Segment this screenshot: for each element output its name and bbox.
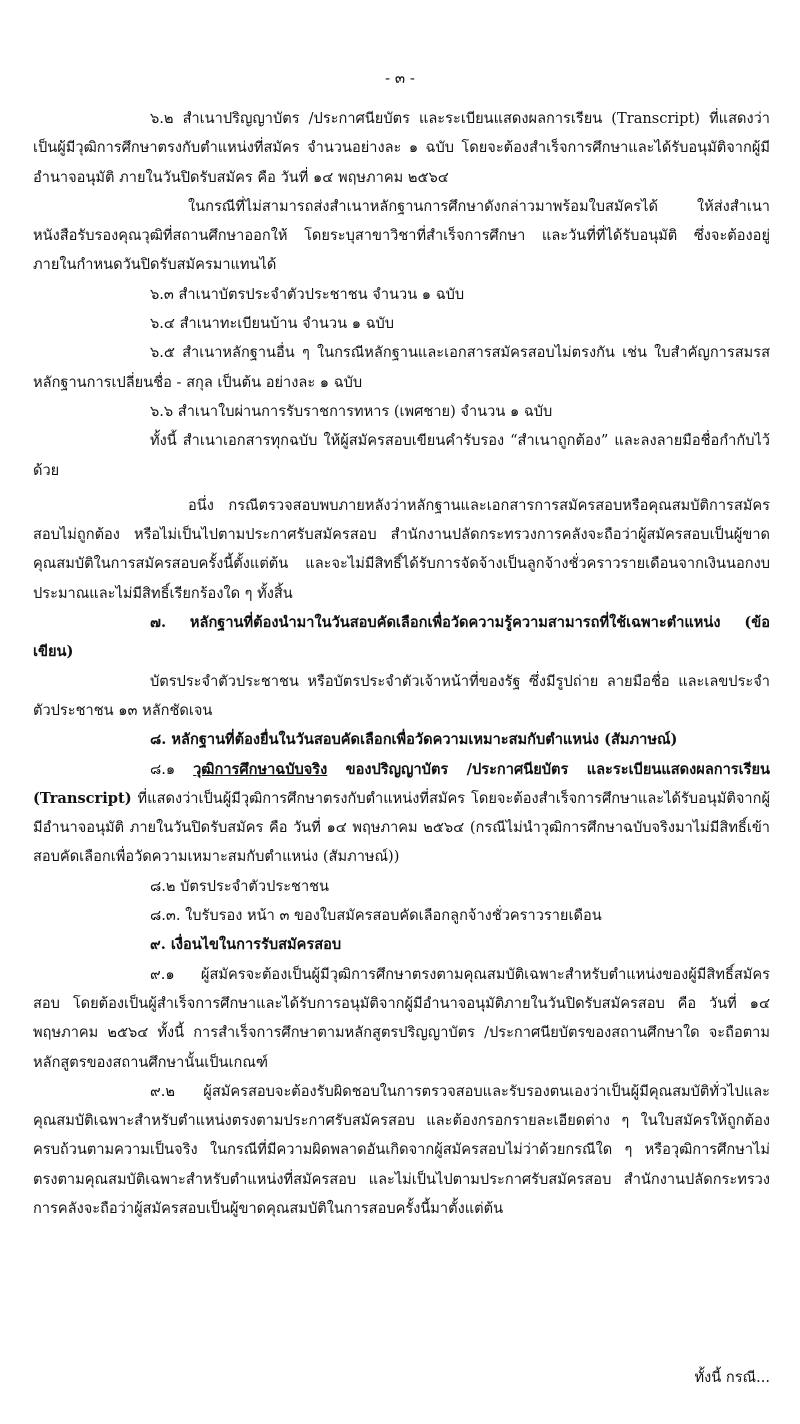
- continuation-footer: ทั้งนี้ กรณี...: [694, 1369, 770, 1386]
- paragraph-6-3: ๖.๓ สำเนาบัตรประจำตัวประชาชน จำนวน ๑ ฉบับ: [150, 285, 465, 303]
- paragraph-8-1-rest: ที่แสดงว่าเป็นผู้มีวุฒิการศึกษาตรงกับตำแหน่งที่สมัคร โดยจะต้องสำเร็จการศึกษาและได้รับอนุมัติจากผู้มีอำนาจอนุมัติ ภายในวันปิดรับสมัคร คือ วันที่ ๑๔ พฤษภาคม ๒๕๖๔ (กรณีไม่นำวุฒิการศึกษาฉบับจริงมาไม่มีสิทธิ์เข้าสอบคัดเลือกเพื่อวัดความเหมาะสมกับตำแหน่ง (สัมภาษณ์)): [33, 789, 770, 866]
- document-body: [33, 104, 770, 1223]
- paragraph-8-2: ๘.๒ บัตรประจำตัวประชาชน: [150, 877, 330, 895]
- paragraph-8-1-bold-text: ของปริญญาบัตร /ประกาศนียบัตร และระเบียนแสดงผลการเรียน (Transcript): [33, 760, 770, 807]
- paragraph-certify: ทั้งนี้ สำเนาเอกสารทุกฉบับ ให้ผู้สมัครสอบเขียนคำรับรอง “สำเนาถูกต้อง” และลงลายมือชื่อกำกับไว้ด้วย: [33, 432, 770, 479]
- paragraph-6-5: ๖.๕ สำเนาหลักฐานอื่น ๆ ในกรณีหลักฐานและเอกสารสมัครสอบไม่ตรงกัน เช่น ใบสำคัญการสมรส หลักฐานการเปลี่ยนชื่อ - สกุล เป็นต้น อย่างละ ๑ ฉบับ: [33, 344, 770, 391]
- heading-section-7: ๗. หลักฐานที่ต้องนำมาในวันสอบคัดเลือกเพื่อวัดความรู้ความสามารถที่ใช้เฉพาะตำแหน่ง (ข้อเขียน): [33, 614, 770, 661]
- paragraph-6-6: ๖.๖ สำเนาใบผ่านการรับราชการทหาร (เพศชาย) จำนวน ๑ ฉบับ: [150, 402, 553, 420]
- paragraph-7: บัตรประจำตัวประชาชน หรือบัตรประจำตัวเจ้าหน้าที่ของรัฐ ซึ่งมีรูปถ่าย ลายมือชื่อ และเลขประจำตัวประชาชน ๑๓ หลักชัดเจน: [33, 672, 770, 719]
- heading-section-8: ๘. หลักฐานที่ต้องยื่นในวันสอบคัดเลือกเพื่อวัดความเหมาะสมกับตำแหน่ง (สัมภาษณ์): [150, 731, 678, 749]
- page-number: - ๓ -: [385, 69, 415, 87]
- paragraph-8-1: [33, 755, 770, 872]
- paragraph-6-2-note: ในกรณีที่ไม่สามารถส่งสำเนาหลักฐานการศึกษาดังกล่าวมาพร้อมใบสมัครได้ ให้ส่งสำเนาหนังสือรับรองคุณวุฒิที่สถานศึกษาออกให้ โดยระบุสาขาวิชาที่สำเร็จการศึกษา และวันที่ที่ได้รับอนุมัติ ซึ่งจะต้องอยู่ภายในกำหนดวันปิดรับสมัครมาแทนได้: [33, 197, 770, 274]
- paragraph-8-3: ๘.๓. ใบรับรอง หน้า ๓ ของใบสมัครสอบคัดเลือกลูกจ้างชั่วคราวรายเดือน: [150, 907, 602, 925]
- paragraph-9-2: ๙.๒ ผู้สมัครสอบจะต้องรับผิดชอบในการตรวจสอบและรับรองตนเองว่าเป็นผู้มีคุณสมบัติทั่วไปและคุณสมบัติเฉพาะสำหรับตำแหน่งตรงตามประกาศรับสมัครสอบ และต้องกรอกรายละเอียดต่าง ๆ ในใบสมัครให้ถูกต้องครบถ้วนตามความเป็นจริง ในกรณีที่มีความผิดพลาดอันเกิดจากผู้สมัครสอบไม่ว่าด้วยกรณีใด ๆ หรือวุฒิการศึกษาไม่ตรงตามคุณสมบัติเฉพาะสำหรับตำแหน่งที่สมัครสอบ และไม่เป็นไปตามประกาศรับสมัครสอบ สำนักงานปลัดกระทรวงการคลังจะถือว่าผู้สมัครสอบเป็นผู้ขาดคุณสมบัติในการสอบครั้งนี้มาตั้งแต่ต้น: [33, 1082, 770, 1217]
- paragraph-6-2: ๖.๒ สำเนาปริญญาบัตร /ประกาศนียบัตร และระเบียนแสดงผลการเรียน (Transcript) ที่แสดงว่าเป็นผู้มีวุฒิการศึกษาตรงกับตำแหน่งที่สมัคร จำนวนอย่างละ ๑ ฉบับ โดยจะต้องสำเร็จการศึกษาและได้รับอนุมัติจากผู้มีอำนาจอนุมัติ ภายในวันปิดรับสมัคร คือ วันที่ ๑๔ พฤษภาคม ๒๕๖๔: [33, 110, 770, 186]
- paragraph-6-4: ๖.๔ สำเนาทะเบียนบ้าน จำนวน ๑ ฉบับ: [150, 315, 395, 333]
- paragraph-8-1-number: ๘.๑: [150, 760, 194, 778]
- paragraph-9-1: ๙.๑ ผู้สมัครจะต้องเป็นผู้มีวุฒิการศึกษาตรงตามคุณสมบัติเฉพาะสำหรับตำแหน่งของผู้มีสิทธิ์สมัครสอบ โดยต้องเป็นผู้สำเร็จการศึกษาและได้รับการอนุมัติจากผู้มีอำนาจอนุมัติภายในวันปิดรับสมัครสอบ คือ วันที่ ๑๔ พฤษภาคม ๒๕๖๔ ทั้งนี้ การสำเร็จการศึกษาตามหลักสูตรปริญญาบัตร /ประกาศนียบัตรของสถานศึกษาใด จะถือตามหลักสูตรของสถานศึกษานั้นเป็นเกณฑ์: [33, 965, 770, 1071]
- paragraph-8-1-original-degree: วุฒิการศึกษาฉบับจริง: [193, 760, 328, 778]
- paragraph-note: อนึ่ง กรณีตรวจสอบพบภายหลังว่าหลักฐานและเอกสารการสมัครสอบหรือคุณสมบัติการสมัครสอบไม่ถูกต้อง หรือไม่เป็นไปตามประกาศรับสมัครสอบ สำนักงานปลัดกระทรวงการคลังจะถือว่าผู้สมัครสอบเป็นผู้ขาดคุณสมบัติในการสมัครสอบครั้งนี้ตั้งแต่ต้น และจะไม่มีสิทธิ์ได้รับการจัดจ้างเป็นลูกจ้างชั่วคราวรายเดือนจากเงินนอกงบประมาณและไม่มีสิทธิ์เรียกร้องใด ๆ ทั้งสิ้น: [33, 496, 770, 602]
- heading-section-9: ๙. เงื่อนไขในการรับสมัครสอบ: [150, 936, 342, 954]
